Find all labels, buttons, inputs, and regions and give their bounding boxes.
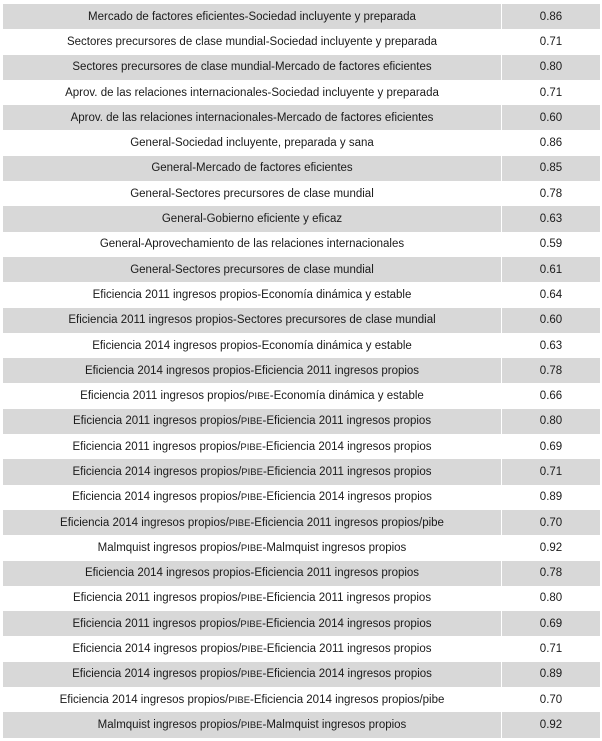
value-cell: 0.69: [539, 440, 563, 453]
relation-cell: Eficiencia 2014 ingresos propios-Eficiencia 2011 ingresos propios: [3, 561, 502, 586]
value-cell: 0.86: [502, 4, 601, 29]
table-row: [3, 156, 600, 181]
relation-cell: Eficiencia 2014 ingresos propios-Eficiencia 2011 ingresos propios: [3, 358, 502, 383]
table-row: [3, 662, 600, 687]
value-cell: 0.66: [539, 390, 563, 403]
relation-cell: Eficiencia 2014 ingresos propios/PIBE-Eficiencia 2014 ingresos propios/pibe: [3, 687, 502, 712]
relation-cell: Eficiencia 2014 ingresos propios-Economía dinámica y estable: [3, 333, 502, 358]
relation-cell: Malmquist ingresos propios/PIBE-Malmquist ingresos propios: [3, 712, 502, 737]
relation-cell: Eficiencia 2011 ingresos propios-Economía dinámica y estable: [3, 282, 502, 307]
relation-cell: Eficiencia 2014 ingresos propios/PIBE-Eficiencia 2011 ingresos propios/pibe: [3, 510, 502, 535]
relation-cell: General-Sociedad incluyente, preparada y sana: [3, 130, 502, 155]
value-cell: 0.78: [539, 187, 563, 200]
relation-cell: Eficiencia 2011 ingresos propios-Sectores precursores de clase mundial: [3, 308, 502, 333]
table-row: [3, 383, 600, 408]
relation-cell: Eficiencia 2011 ingresos propios/PIBE-Eficiencia 2011 ingresos propios: [3, 586, 502, 611]
value-cell: 0.69: [502, 611, 601, 636]
value-cell: 0.89: [539, 491, 563, 504]
relation-cell: Sectores precursores de clase mundial-Sociedad incluyente y preparada: [3, 29, 502, 54]
value-cell: 0.60: [502, 308, 601, 333]
value-cell: 0.61: [502, 257, 601, 282]
value-cell: 0.59: [539, 238, 563, 251]
value-cell: 0.80: [539, 592, 563, 605]
relation-cell: Eficiencia 2011 ingresos propios/PIBE-Economía dinámica y estable: [3, 383, 502, 408]
table-row: [3, 105, 600, 130]
value-cell: 0.80: [502, 409, 601, 434]
table-row: [3, 586, 600, 611]
table-row: [3, 712, 600, 737]
value-cell: 0.71: [539, 86, 563, 99]
value-cell: 0.92: [502, 712, 601, 737]
table-row: [3, 561, 600, 586]
value-cell: 0.70: [539, 693, 563, 706]
relation-cell: Eficiencia 2014 ingresos propios/PIBE-Eficiencia 2011 ingresos propios: [3, 636, 502, 661]
relation-cell: Eficiencia 2011 ingresos propios/PIBE-Eficiencia 2011 ingresos propios: [3, 409, 502, 434]
value-cell: 0.71: [539, 643, 563, 656]
correlation-table-body: [3, 4, 600, 738]
table-row: [3, 409, 600, 434]
table-row: [3, 459, 600, 484]
value-cell: 0.86: [539, 137, 563, 150]
table-row: [3, 510, 600, 535]
table-row: [3, 535, 600, 560]
table-row: [3, 358, 600, 383]
value-cell: 0.89: [502, 662, 601, 687]
value-cell: 0.71: [539, 35, 563, 48]
value-cell: 0.63: [502, 206, 601, 231]
table-row: [3, 308, 600, 333]
table-row: [3, 282, 600, 307]
table-row: [3, 29, 600, 54]
relation-cell: General-Sectores precursores de clase mundial: [3, 181, 502, 206]
table-row: [3, 206, 600, 231]
relation-cell: Eficiencia 2011 ingresos propios/PIBE-Eficiencia 2014 ingresos propios: [3, 434, 502, 459]
relation-cell: Mercado de factores eficientes-Sociedad incluyente y preparada: [3, 4, 502, 29]
table-row: [3, 130, 600, 155]
value-cell: 0.78: [502, 561, 601, 586]
table-row: [3, 687, 600, 712]
table-row: [3, 434, 600, 459]
relation-cell: Eficiencia 2011 ingresos propios/PIBE-Eficiencia 2014 ingresos propios: [3, 611, 502, 636]
correlation-table: [3, 4, 600, 738]
relation-cell: Eficiencia 2014 ingresos propios/PIBE-Eficiencia 2014 ingresos propios: [3, 485, 502, 510]
table-row: [3, 232, 600, 257]
relation-cell: Aprov. de las relaciones internacionales-Mercado de factores eficientes: [3, 105, 502, 130]
table-row: [3, 4, 600, 29]
value-cell: 0.85: [502, 156, 601, 181]
value-cell: 0.64: [539, 288, 563, 301]
table-row: [3, 80, 600, 105]
relation-cell: Sectores precursores de clase mundial-Mercado de factores eficientes: [3, 55, 502, 80]
table-row: [3, 485, 600, 510]
relation-cell: Aprov. de las relaciones internacionales-Sociedad incluyente y preparada: [3, 80, 502, 105]
relation-cell: General-Sectores precursores de clase mundial: [3, 257, 502, 282]
value-cell: 0.80: [502, 55, 601, 80]
table-row: [3, 636, 600, 661]
relation-cell: General-Aprovechamiento de las relaciones internacionales: [3, 232, 502, 257]
value-cell: 0.70: [502, 510, 601, 535]
relation-cell: General-Gobierno eficiente y eficaz: [3, 206, 502, 231]
value-cell: 0.92: [539, 541, 563, 554]
relation-cell: Eficiencia 2014 ingresos propios/PIBE-Eficiencia 2014 ingresos propios: [3, 662, 502, 687]
value-cell: 0.78: [502, 358, 601, 383]
value-cell: 0.71: [502, 459, 601, 484]
table-row: [3, 55, 600, 80]
table-row: [3, 333, 600, 358]
table-row: [3, 611, 600, 636]
value-cell: 0.60: [502, 105, 601, 130]
relation-cell: Malmquist ingresos propios/PIBE-Malmquist ingresos propios: [3, 535, 502, 560]
relation-cell: Eficiencia 2014 ingresos propios/PIBE-Eficiencia 2011 ingresos propios: [3, 459, 502, 484]
table-row: [3, 181, 600, 206]
value-cell: 0.63: [539, 339, 563, 352]
relation-cell: General-Mercado de factores eficientes: [3, 156, 502, 181]
table-row: [3, 257, 600, 282]
